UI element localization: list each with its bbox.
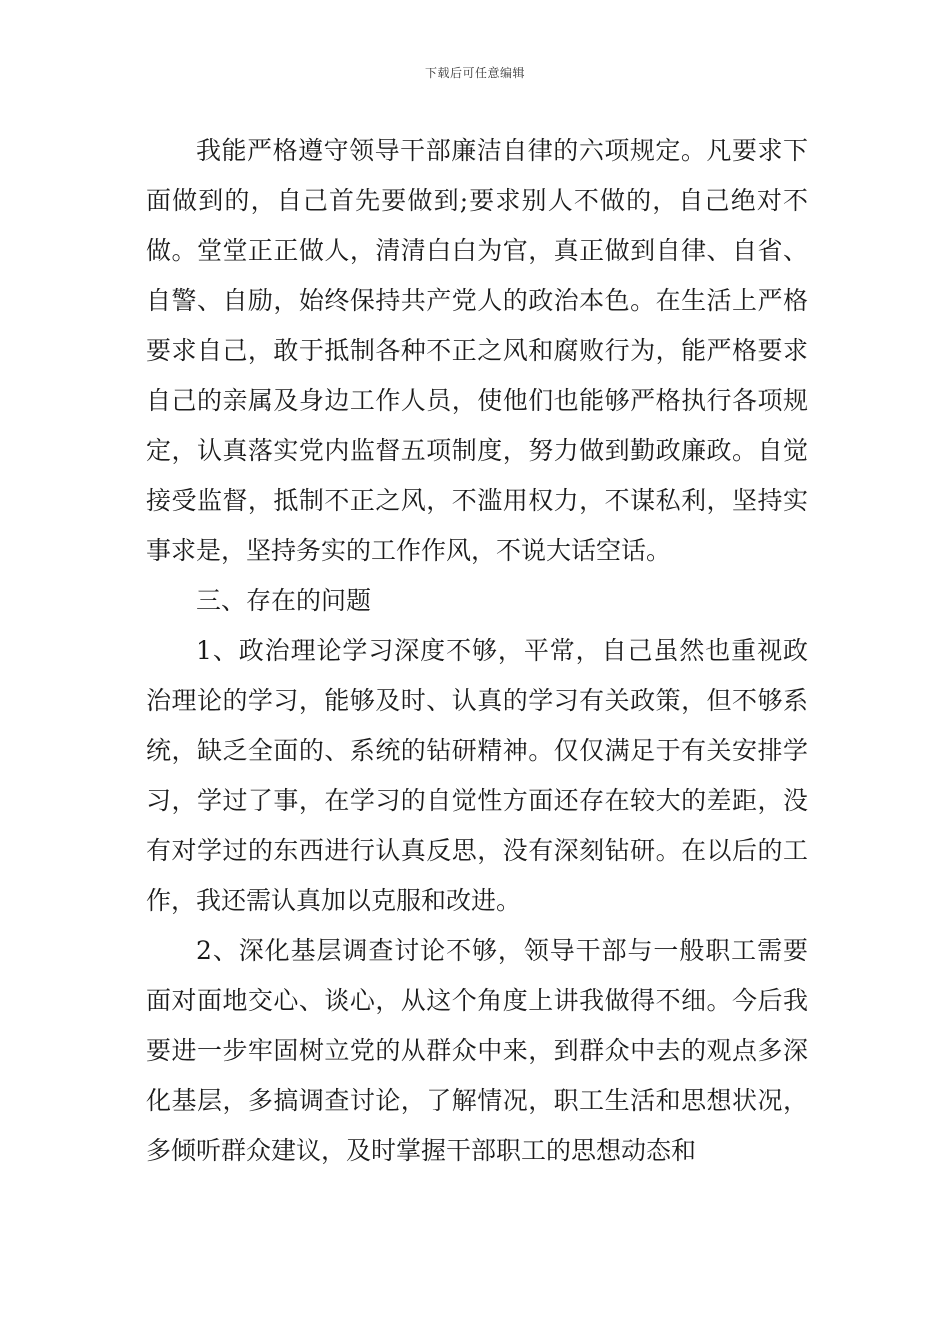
paragraph-problem-2: 2、深化基层调查讨论不够，领导干部与一般职工需要面对面地交心、谈心，从这个角度上讲我做得不细。今后我要进一步牢固树立党的从群众中来，到群众中去的观点多深化基层，多搞调查讨论，了解情况，职工生活和思想状况，多倾听群众建议，及时掌握干部职工的思想动态和 (146, 936, 808, 1165)
document-body (146, 126, 808, 1176)
header-note: 下载后可任意编辑 (424, 66, 525, 80)
paragraph-integrity: 我能严格遵守领导干部廉洁自律的六项规定。凡要求下面做到的，自己首先要做到;要求别人不做的，自己绝对不做。堂堂正正做人，清清白白为官，真正做到自律、自省、自警、自励，始终保持共产党人的政治本色。在生活上严格要求自己，敢于抵制各种不正之风和腐败行为，能严格要求自己的亲属及身边工作人员，使他们也能够严格执行各项规定，认真落实党内监督五项制度，努力做到勤政廉政。自觉接受监督，抵制不正之风，不滥用权力，不谋私利，坚持实事求是，坚持务实的工作作风，不说大话空话。 (146, 136, 808, 565)
paragraph-problem-1: 1、政治理论学习深度不够，平常，自己虽然也重视政治理论的学习，能够及时、认真的学习有关政策，但不够系统，缺乏全面的、系统的钻研精神。仅仅满足于有关安排学习，学过了事，在学习的自觉性方面还存在较大的差距，没有对学过的东西进行认真反思，没有深刻钻研。在以后的工作，我还需认真加以克服和改进。 (146, 636, 808, 915)
section-heading-problems: 三、存在的问题 (196, 586, 372, 615)
